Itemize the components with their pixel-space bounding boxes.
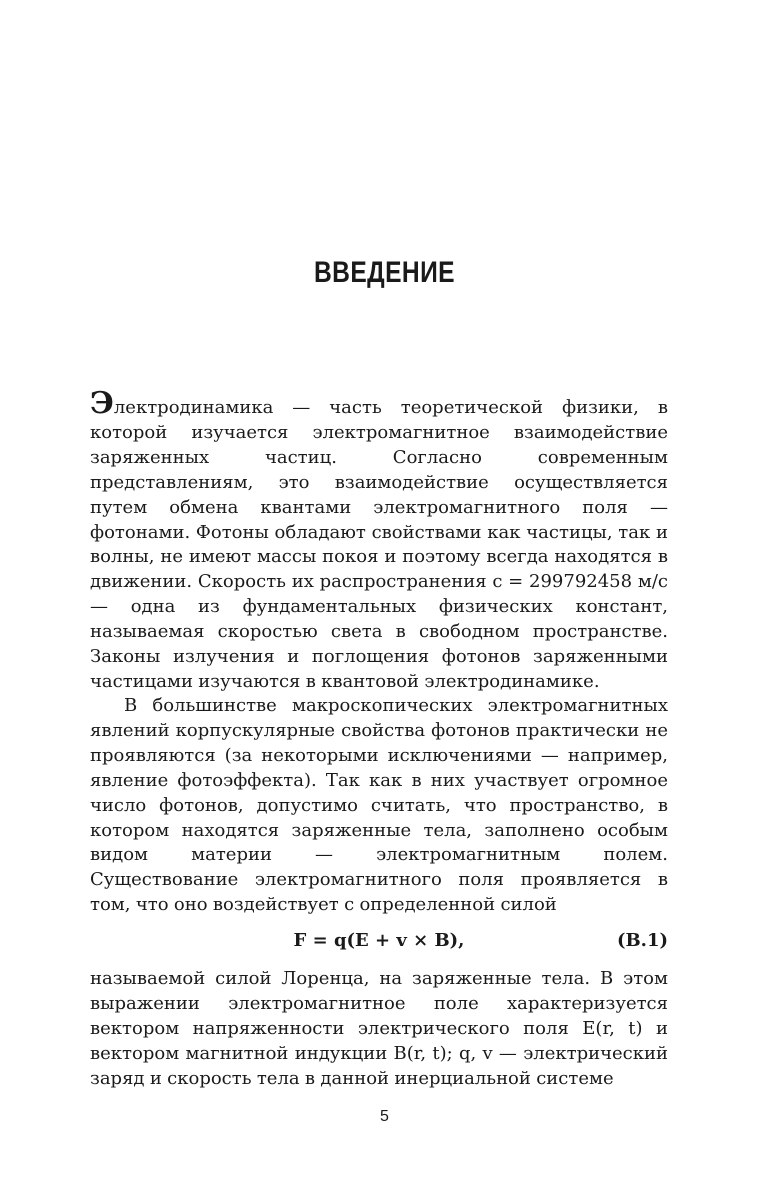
chapter-title: ВВЕДЕНИЕ bbox=[313, 256, 456, 289]
paragraph-lorentz-text: называемой силой Лоренца, на заряженные тела. В этом выражении электромагнитное поле характеризуется вектором напряженности электрического поля E(r, t) и вектором магнитной индукции B(r, t); q, v — электрический заряд и скорость тела в данной инерциальной системе bbox=[90, 968, 668, 1089]
paragraph-intro-body: лектродинамика — часть теоретической физики, в которой изучается электромагнитное взаимодействие заряженных частиц. Согласно современным представлениям, это взаимодействие осуществляется путем обмена квантами электромагнитного поля — фотонами. Фотоны обладают свойствами как частицы, так и волны, не имеют массы покоя и поэтому всегда находятся в движении. Скорость их распространения c = 299792458 м/с — одна из фундаментальных физических констант, называемая скоростью света в свободном пространстве. Законы излучения и поглощения фотонов заряженными частицами изучаются в квантовой электродинамике. bbox=[90, 397, 668, 692]
paragraph-macroscopic bbox=[90, 694, 668, 918]
paragraph-intro-text bbox=[90, 386, 668, 695]
lorentz-force-formula bbox=[90, 930, 668, 956]
equation-number: (В.1) bbox=[616, 930, 668, 951]
page-number: 5 bbox=[380, 1108, 389, 1125]
paragraph-macroscopic-text: В большинстве макроскопических электромагнитных явлений корпускулярные свойства фотонов практически не проявляются (за некоторыми исключениями — например, явление фотоэффекта). Так как в них участвует огромное число фотонов, допустимо считать, что пространство, в котором находятся заряженные тела, заполнено особым видом материи — электромагнитным полем. Существование электромагнитного поля проявляется в том, что оно воздействует с определенной силой bbox=[90, 695, 668, 916]
formula-expression: F = q(E + v × B), bbox=[293, 930, 465, 951]
paragraph-lorentz bbox=[90, 967, 668, 1092]
paragraph-intro bbox=[90, 386, 668, 695]
drop-cap: Э bbox=[90, 386, 114, 421]
